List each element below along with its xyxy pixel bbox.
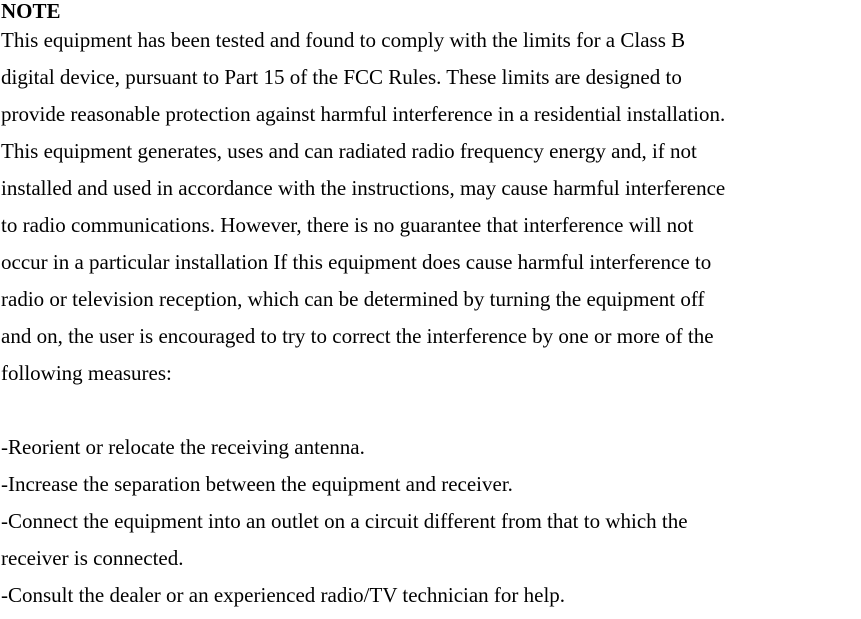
paragraph-line: installed and used in accordance with the instructions, may cause harmful interference bbox=[1, 176, 726, 200]
measures-list bbox=[1, 429, 861, 614]
paragraph-line: occur in a particular installation If this equipment does cause harmful interference to bbox=[1, 250, 712, 274]
measure-item: -Connect the equipment into an outlet on a circuit different from that to which the bbox=[1, 509, 688, 533]
blank-line-spacer bbox=[1, 392, 861, 429]
measure-item: -Increase the separation between the equipment and receiver. bbox=[1, 472, 513, 496]
measure-item: -Reorient or relocate the receiving antenna. bbox=[1, 435, 365, 459]
measure-item-continuation: receiver is connected. bbox=[1, 546, 184, 570]
measure-item: -Consult the dealer or an experienced radio/TV technician for help. bbox=[1, 583, 566, 607]
paragraph-line: This equipment has been tested and found to comply with the limits for a Class B bbox=[1, 28, 686, 52]
paragraph-line: provide reasonable protection against harmful interference in a residential installation. bbox=[1, 102, 726, 126]
note-heading: NOTE bbox=[1, 0, 61, 23]
paragraph-line: digital device, pursuant to Part 15 of the FCC Rules. These limits are designed to bbox=[1, 65, 682, 89]
paragraph-line: following measures: bbox=[1, 361, 172, 385]
paragraph-line: radio or television reception, which can be determined by turning the equipment off bbox=[1, 287, 705, 311]
paragraph-line: to radio communications. However, there is no guarantee that interference will not bbox=[1, 213, 694, 237]
fcc-note-document bbox=[1, 0, 861, 614]
paragraph-line: and on, the user is encouraged to try to correct the interference by one or more of the bbox=[1, 324, 714, 348]
paragraph-line: This equipment generates, uses and can radiated radio frequency energy and, if not bbox=[1, 139, 697, 163]
note-paragraph bbox=[1, 22, 861, 392]
